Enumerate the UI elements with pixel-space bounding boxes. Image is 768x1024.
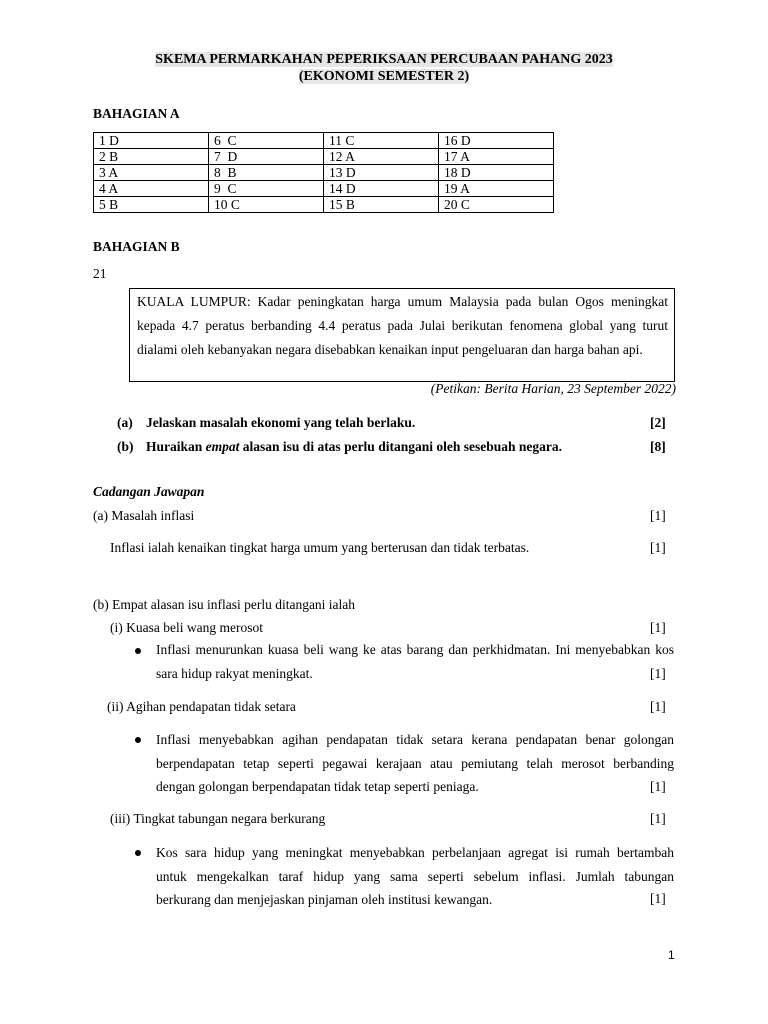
point-1-explanation-mark: [1]	[650, 666, 666, 681]
point-1-explanation	[156, 638, 674, 685]
question-a-mark: [2]	[650, 415, 666, 430]
table-cell: 16 D	[439, 133, 554, 149]
point-1-title: (i) Kuasa beli wang merosot	[110, 620, 263, 635]
table-cell: 5 B	[94, 197, 209, 213]
explanation-line: Inflasi menurunkan kuasa beli wang ke atas barang dan perkhidmatan. Ini menyebabkan kos	[156, 642, 674, 657]
passage-line: kepada 4.7 peratus berbanding 4.4 peratus pada Julai berikutan fenomena global yang turut	[137, 318, 668, 333]
section-b-heading: BAHAGIAN B	[93, 239, 180, 254]
passage-line: KUALA LUMPUR: Kadar peningkatan harga umum Malaysia pada bulan Ogos meningkat	[137, 294, 668, 309]
table-cell: 1 D	[94, 133, 209, 149]
answer-a-point: (a) Masalah inflasi	[93, 508, 195, 523]
table-cell: 4 A	[94, 181, 209, 197]
table-cell: 11 C	[324, 133, 439, 149]
table-cell: 12 A	[324, 149, 439, 165]
doc-title-line2: (EKONOMI SEMESTER 2)	[298, 69, 470, 84]
table-cell: 14 D	[324, 181, 439, 197]
answer-table	[93, 132, 554, 213]
point-3-explanation-mark: [1]	[650, 891, 666, 906]
table-cell: 3 A	[94, 165, 209, 181]
point-3-mark: [1]	[650, 811, 666, 826]
answer-a-definition-mark: [1]	[650, 540, 666, 555]
explanation-line: dengan golongan berpendapatan tidak tetap seperti peniaga.	[156, 779, 479, 794]
section-a-heading: BAHAGIAN A	[93, 106, 180, 121]
passage-line: dialami oleh kebanyakan negara disebabkan kenaikan input pengeluaran dan harga bahan api.	[137, 342, 643, 357]
table-cell: 8 B	[209, 165, 324, 181]
point-2-explanation-mark: [1]	[650, 779, 666, 794]
table-row	[94, 133, 554, 149]
table-cell: 19 A	[439, 181, 554, 197]
explanation-line: untuk mengekalkan taraf hidup yang sama seperti sebelum inflasi. Jumlah tabungan	[156, 868, 674, 884]
explanation-line: sara hidup rakyat meningkat.	[156, 665, 313, 681]
bullet-icon	[135, 737, 141, 743]
table-cell: 18 D	[439, 165, 554, 181]
table-row	[94, 181, 554, 197]
table-cell: 17 A	[439, 149, 554, 165]
point-2-title: (ii) Agihan pendapatan tidak setara	[107, 699, 296, 714]
explanation-line: berkurang dan menjejaskan pinjaman oleh institusi kewangan.	[156, 892, 493, 907]
question-b-mark: [8]	[650, 439, 666, 454]
page-number: 1	[668, 948, 675, 962]
question-a-label: (a)	[117, 415, 133, 430]
table-row	[94, 165, 554, 181]
question-number: 21	[93, 266, 107, 281]
table-cell: 9 C	[209, 181, 324, 197]
table-cell: 10 C	[209, 197, 324, 213]
doc-title-line1: SKEMA PERMARKAHAN PEPERIKSAAN PERCUBAAN PAHANG 2023	[155, 52, 613, 67]
explanation-line: Inflasi menyebabkan agihan pendapatan tidak setara kerana pendapatan benar golongan	[156, 732, 674, 747]
table-cell: 2 B	[94, 149, 209, 165]
question-b-label: (b)	[117, 439, 134, 454]
question-a-text: Jelaskan masalah ekonomi yang telah berlaku.	[146, 415, 416, 430]
table-row	[94, 197, 554, 213]
point-3-explanation	[156, 841, 674, 912]
table-row	[94, 149, 554, 165]
passage-source: (Petikan: Berita Harian, 23 September 2022)	[430, 381, 676, 396]
table-cell: 7 D	[209, 149, 324, 165]
explanation-line: berpendapatan tetap seperti pegawai kerajaan atau pemiutang telah merosot berbanding	[156, 755, 674, 771]
question-b-text: Huraikan empat alasan isu di atas perlu ditangani oleh sesebuah negara.	[146, 439, 562, 454]
answer-a-definition: Inflasi ialah kenaikan tingkat harga umum yang berterusan dan tidak terbatas.	[110, 540, 530, 555]
point-2-explanation	[156, 728, 674, 799]
answer-b-intro: (b) Empat alasan isu inflasi perlu ditangani ialah	[93, 597, 356, 612]
table-cell: 20 C	[439, 197, 554, 213]
answer-a-point-mark: [1]	[650, 508, 666, 523]
table-cell: 13 D	[324, 165, 439, 181]
point-3-title: (iii) Tingkat tabungan negara berkurang	[110, 811, 326, 826]
point-2-mark: [1]	[650, 699, 666, 714]
point-1-mark: [1]	[650, 620, 666, 635]
news-passage-box	[129, 288, 675, 382]
table-cell: 15 B	[324, 197, 439, 213]
bullet-icon	[135, 850, 141, 856]
table-cell: 6 C	[209, 133, 324, 149]
answer-heading: Cadangan Jawapan	[93, 484, 205, 499]
explanation-line: Kos sara hidup yang meningkat menyebabkan perbelanjaan agregat isi rumah bertambah	[156, 845, 674, 860]
bullet-icon	[135, 648, 141, 654]
